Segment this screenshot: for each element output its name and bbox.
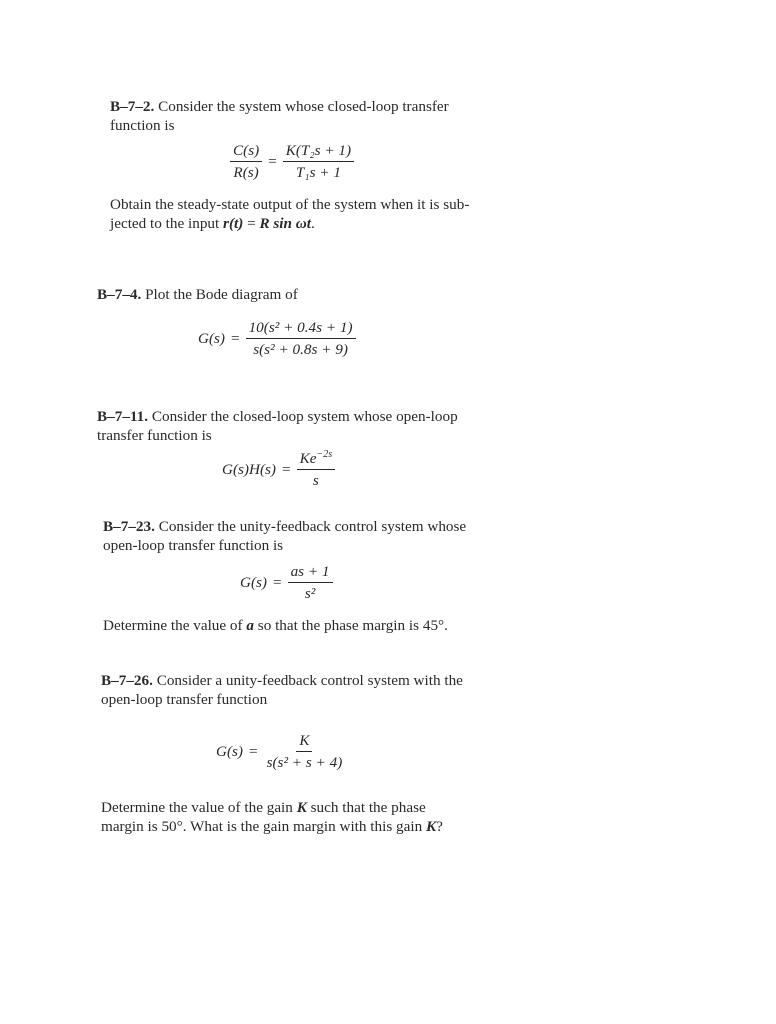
text-span: ? xyxy=(436,818,443,835)
problem-statement xyxy=(103,517,477,536)
equation-denominator: s² xyxy=(304,585,316,602)
equation-rhs-fraction xyxy=(297,449,336,490)
equation-rhs-fraction xyxy=(283,141,354,182)
statement-text: Plot the Bode diagram of xyxy=(145,286,298,303)
problem-statement xyxy=(97,285,298,304)
equation-lhs: G(s) xyxy=(240,573,267,591)
problem-b-7-2 xyxy=(110,97,486,135)
math-expression: R sin ωt xyxy=(259,215,311,232)
text-span: Determine the value of xyxy=(103,617,247,634)
text-span: so that the phase margin is 45°. xyxy=(253,617,448,634)
numerator-exponent: −2s xyxy=(316,448,333,460)
problem-b-7-26 xyxy=(101,671,473,709)
equation-denominator: R(s) xyxy=(233,164,259,181)
problem-b-7-23 xyxy=(103,517,477,555)
followup-text-cont xyxy=(101,817,473,836)
numerator-base: Ke xyxy=(299,450,317,467)
equals-sign: = xyxy=(273,573,282,591)
equation-lhs: G(s) xyxy=(216,742,243,760)
equation-numerator: K(T₂s + 1) xyxy=(283,141,354,162)
problem-statement xyxy=(101,671,473,690)
equation-lhs-fraction xyxy=(230,141,262,182)
problem-statement xyxy=(110,97,486,116)
statement-text: Consider a unity-feedback control system with the xyxy=(156,672,463,689)
equation-lhs: G(s)H(s) xyxy=(222,460,276,478)
equation-numerator: as + 1 xyxy=(288,562,333,583)
statement-text: Consider the system whose closed-loop transfer xyxy=(158,98,449,115)
statement-text: Consider the unity-feedback control system whose xyxy=(158,518,467,535)
math-variable: K xyxy=(425,818,437,835)
problem-b-7-26-followup xyxy=(101,798,473,836)
math-variable: K xyxy=(296,799,307,816)
math-variable: r(t) xyxy=(223,215,244,232)
equals-sign: = xyxy=(268,152,277,170)
equation-denominator: s(s² + s + 4) xyxy=(266,754,343,771)
problem-b-7-11 xyxy=(97,407,475,445)
text-span: jected to the input xyxy=(110,215,224,232)
equation-gain xyxy=(216,731,345,772)
text-span: margin is 50°. What is the gain margin with this gain xyxy=(101,818,426,835)
equation-lhs: G(s) xyxy=(198,329,225,347)
problem-b-7-4 xyxy=(97,285,298,304)
statement-text-cont: open-loop transfer function xyxy=(101,691,268,708)
problem-number: B–7–26. xyxy=(101,672,153,689)
equation-rhs-fraction xyxy=(288,562,333,603)
text-span: Determine the value of the gain xyxy=(101,799,297,816)
followup-text xyxy=(103,616,448,635)
equation-denominator: s(s² + 0.8s + 9) xyxy=(253,341,348,358)
problem-b-7-2-followup xyxy=(110,195,486,233)
equation-rhs-fraction xyxy=(264,731,346,772)
problem-statement xyxy=(97,407,475,426)
problem-b-7-23-followup xyxy=(103,616,448,635)
equation-unity-feedback xyxy=(240,562,333,603)
equation-bode xyxy=(198,318,356,359)
followup-text xyxy=(101,798,473,817)
followup-text: Obtain the steady-state output of the system when it is sub- xyxy=(110,196,470,213)
equation-numerator: 10(s² + 0.4s + 1) xyxy=(246,318,356,339)
equation-closed-loop xyxy=(230,141,354,182)
equation-rhs-fraction xyxy=(246,318,356,359)
followup-text-cont xyxy=(110,214,486,233)
statement-text-cont: transfer function is xyxy=(97,427,212,444)
equals-sign: = xyxy=(231,329,240,347)
statement-text-cont: open-loop transfer function is xyxy=(103,537,284,554)
problem-number: B–7–4. xyxy=(97,286,142,303)
equation-numerator: K xyxy=(296,731,312,752)
problem-number: B–7–23. xyxy=(103,518,155,535)
statement-text: Consider the closed-loop system whose open-loop xyxy=(151,408,458,425)
equation-open-loop xyxy=(222,449,335,490)
problem-number: B–7–2. xyxy=(110,98,155,115)
statement-text-cont: function is xyxy=(110,117,175,134)
equation-numerator: C(s) xyxy=(230,141,262,162)
text-span: such that the phase xyxy=(306,799,426,816)
equals-sign: = xyxy=(282,460,291,478)
equation-denominator: s xyxy=(312,472,319,489)
problem-number: B–7–11. xyxy=(97,408,149,425)
text-span: . xyxy=(310,215,315,232)
text-span: = xyxy=(243,215,260,232)
equation-numerator xyxy=(297,449,336,470)
equals-sign: = xyxy=(249,742,258,760)
equation-denominator: T₁s + 1 xyxy=(295,164,341,181)
math-variable: a xyxy=(246,617,254,634)
